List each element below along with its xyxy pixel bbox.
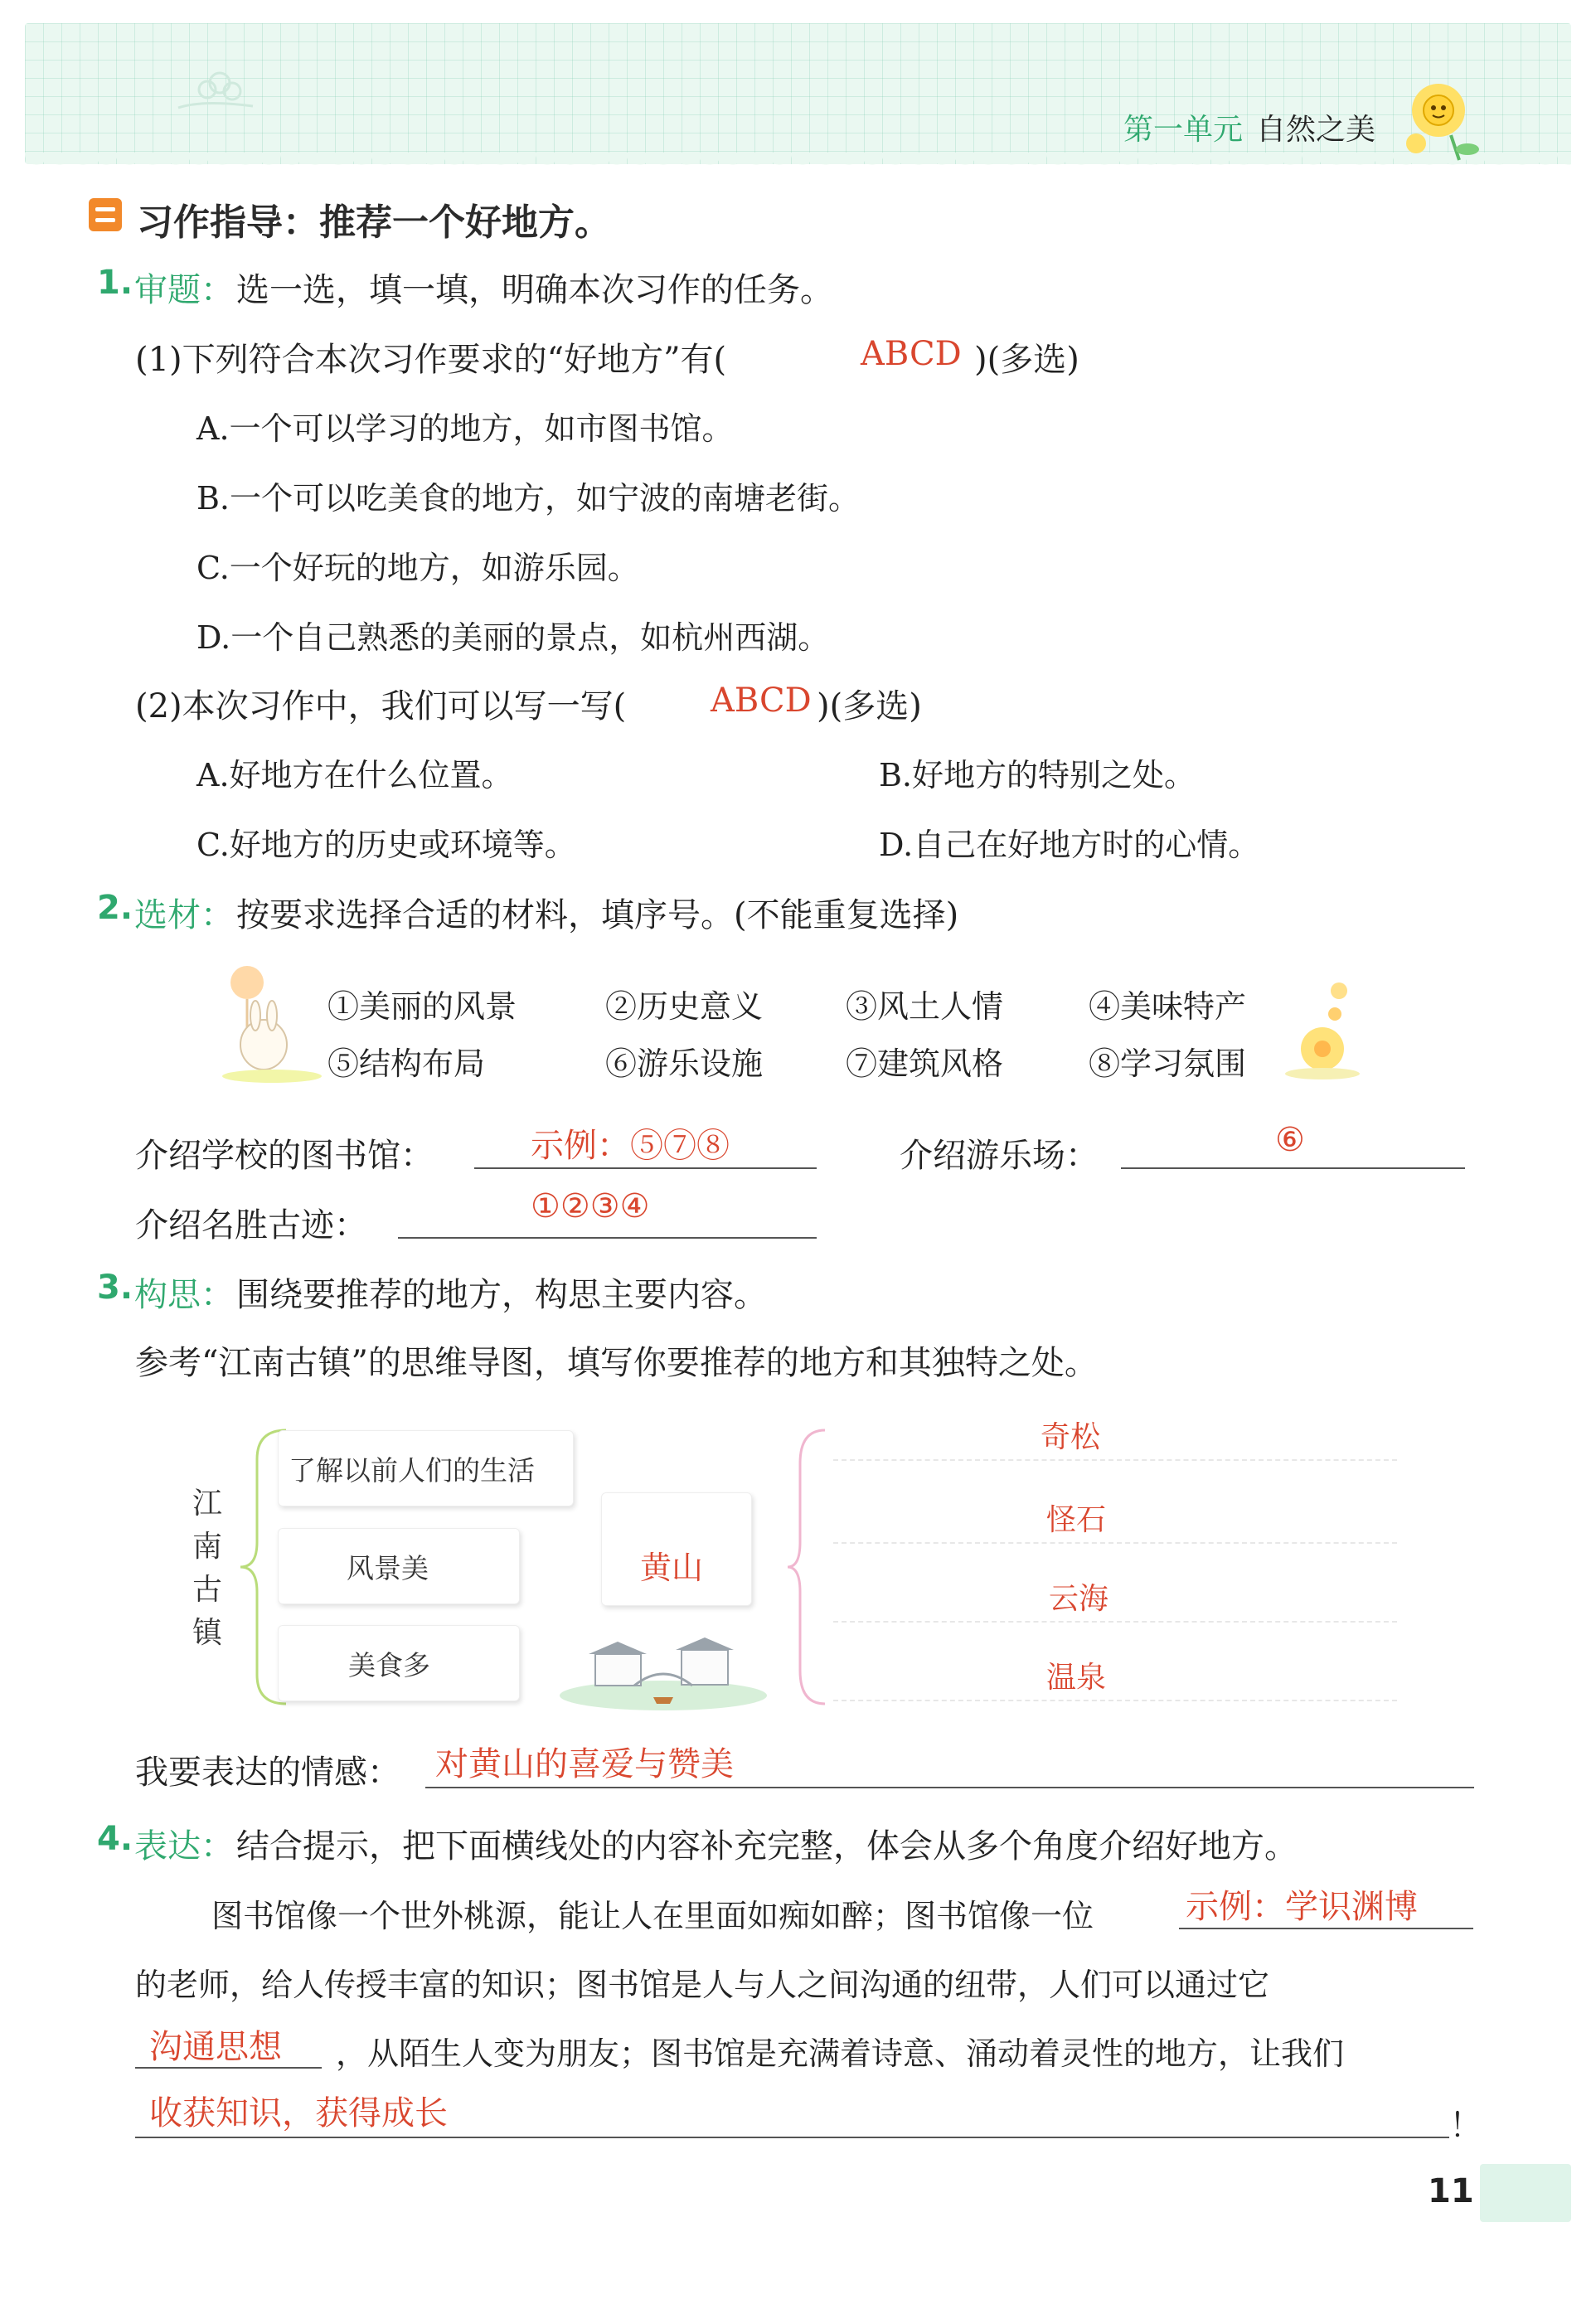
step1-number: 1.: [97, 264, 133, 302]
q1-option-a: A.一个可以学习的地方，如市图书馆。: [196, 410, 734, 447]
material-8: ⑧学习氛围: [1089, 1045, 1247, 1082]
sites-blank-line: [398, 1237, 817, 1239]
q2-text: (2)本次习作中，我们可以写一写(: [135, 687, 627, 725]
q2-option-c: C.好地方的历史或环境等。: [196, 827, 576, 863]
emotion-blank-line: [425, 1787, 1474, 1788]
q1-text: (1)下列符合本次习作要求的“好地方”有(: [135, 341, 727, 379]
park-blank-line: [1121, 1167, 1465, 1169]
park-label: 介绍游乐场：: [900, 1137, 1099, 1175]
step1-label: 审题：: [134, 271, 234, 309]
q1-suffix: )(多选): [974, 341, 1079, 379]
flower-doodle-icon: [170, 58, 261, 116]
mindmap-feature-2[interactable]: 怪石: [1046, 1503, 1107, 1537]
feature-dash-4: [833, 1700, 1397, 1701]
mindmap-branch-1-text: 了解以前人们的生活: [289, 1454, 535, 1487]
step4-number: 4.: [97, 1820, 133, 1858]
bunny-icon: [214, 962, 330, 1086]
emotion-label: 我要表达的情感：: [135, 1754, 400, 1792]
q2-option-d: D.自己在好地方时的心情。: [879, 827, 1260, 863]
q1-answer: ABCD: [861, 335, 962, 373]
library-answer[interactable]: 示例：⑤⑦⑧: [531, 1127, 730, 1165]
material-1: ①美丽的风景: [327, 988, 517, 1025]
step3-instruction: 围绕要推荐的地方，构思主要内容。: [236, 1276, 767, 1314]
emotion-answer[interactable]: 对黄山的喜爱与赞美: [435, 1745, 734, 1783]
q2-option-b: B.好地方的特别之处。: [879, 757, 1196, 793]
library-label: 介绍学校的图书馆：: [135, 1137, 434, 1175]
paragraph-line-3: ，从陌生人变为朋友；图书馆是充满着诗意、涌动着灵性的地方，让我们: [336, 2035, 1345, 2072]
material-6: ⑥游乐设施: [605, 1045, 764, 1082]
paragraph-blank-2: [135, 2067, 322, 2069]
paragraph-answer-2[interactable]: 沟通思想: [149, 2028, 282, 2066]
sunflower-icon: [1401, 73, 1492, 164]
mindmap-center-answer[interactable]: 黄山: [640, 1550, 704, 1586]
flower-icon: [1281, 974, 1364, 1082]
paragraph-answer-1[interactable]: 示例：学识渊博: [1186, 1888, 1418, 1926]
paragraph-line-2: 的老师，给人传授丰富的知识；图书馆是人与人之间沟通的纽带，人们可以通过它: [135, 1967, 1270, 2003]
material-3: ③风土人情: [846, 988, 1004, 1025]
section-badge-icon: [89, 198, 122, 231]
step4-instruction: 结合提示，把下面横线处的内容补充完整，体会从多个角度介绍好地方。: [236, 1827, 1298, 1865]
mindmap-feature-3[interactable]: 云海: [1049, 1582, 1109, 1616]
step3-label: 构思：: [134, 1276, 234, 1314]
feature-dash-1: [833, 1459, 1397, 1461]
mindmap-right-brace: [783, 1426, 833, 1708]
feature-dash-2: [833, 1542, 1397, 1544]
paragraph-answer-3[interactable]: 收获知识，获得成长: [149, 2094, 448, 2132]
mindmap-root-char-2: 南: [192, 1530, 223, 1564]
unit-name: 自然之美: [1256, 113, 1376, 147]
material-4: ④美味特产: [1089, 988, 1247, 1025]
step2-label: 选材：: [134, 896, 234, 934]
paragraph-line-1: 图书馆像一个世外桃源，能让人在里面如痴如醉；图书馆像一位: [211, 1898, 1094, 1934]
mindmap-feature-1[interactable]: 奇松: [1041, 1420, 1101, 1454]
step3-number: 3.: [97, 1269, 133, 1307]
unit-number: 第一单元: [1123, 113, 1244, 147]
step2-instruction: 按要求选择合适的材料，填序号。(不能重复选择): [236, 896, 959, 934]
mindmap-root-char-4: 镇: [192, 1616, 223, 1650]
paragraph-end-mark: ！: [1449, 2107, 1482, 2145]
step4-label: 表达：: [134, 1827, 234, 1865]
material-7: ⑦建筑风格: [846, 1045, 1004, 1082]
mindmap-feature-4[interactable]: 温泉: [1046, 1661, 1107, 1695]
feature-dash-3: [833, 1621, 1397, 1623]
mindmap-root-char-3: 古: [192, 1573, 223, 1607]
mindmap-root-char-1: 江: [192, 1487, 223, 1521]
park-answer[interactable]: ⑥: [1275, 1121, 1305, 1159]
sites-answer[interactable]: ①②③④: [531, 1187, 650, 1225]
paragraph-blank-1: [1179, 1928, 1473, 1929]
town-illustration-icon: [555, 1621, 771, 1712]
section-title: 习作指导：推荐一个好地方。: [137, 201, 611, 244]
q1-option-b: B.一个可以吃美食的地方，如宁波的南塘老街。: [196, 480, 861, 517]
q1-option-d: D.一个自己熟悉的美丽的景点，如杭州西湖。: [196, 619, 830, 656]
library-blank-line: [474, 1167, 817, 1169]
material-5: ⑤结构布局: [327, 1045, 486, 1082]
sites-label: 介绍名胜古迹：: [135, 1206, 367, 1244]
step2-number: 2.: [97, 889, 133, 927]
q1-option-c: C.一个好玩的地方，如游乐园。: [196, 550, 639, 586]
q2-suffix: )(多选): [817, 687, 922, 725]
material-2: ②历史意义: [605, 988, 764, 1025]
step3-reference: 参考“江南古镇”的思维导图，填写你要推荐的地方和其独特之处。: [135, 1344, 1098, 1382]
q2-answer: ABCD: [711, 682, 812, 720]
q2-option-a: A.好地方在什么位置。: [196, 757, 513, 793]
mindmap-branch-2-text: 风景美: [347, 1552, 429, 1584]
paragraph-blank-3: [135, 2137, 1449, 2138]
mindmap-branch-3-text: 美食多: [348, 1649, 430, 1681]
step1-instruction: 选一选，填一填，明确本次习作的任务。: [236, 271, 833, 309]
page-number: 11: [1428, 2172, 1474, 2210]
page-number-band: [1480, 2164, 1571, 2222]
